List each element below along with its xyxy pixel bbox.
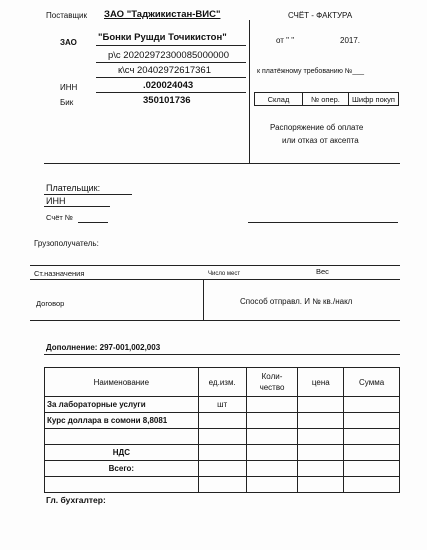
item-sum [344,397,400,413]
item-quantity [246,413,298,429]
items-table [44,367,400,493]
payment-order-line1: Распоряжение об оплате [270,123,364,132]
top-block-divider [249,20,250,164]
payer-account-underline [78,222,108,223]
item-price [298,429,344,445]
item-name [45,429,199,445]
item-quantity [246,397,298,413]
item-quantity [246,445,298,461]
item-price [298,477,344,493]
item-name: Курс доллара в сомони 8,8081 [45,413,199,429]
col-quantity-header: Коли- чество [246,368,298,397]
shipping-method-label: Способ отправл. И № кв./накл [240,297,353,306]
table-row [45,477,400,493]
payer-label: Плательщик: [46,183,101,193]
payer-inn-underline [44,206,110,207]
inn-underline [96,92,246,93]
inn-value: .020024043 [143,80,194,91]
supplier-label: Поставщик [46,11,88,20]
item-quantity [246,429,298,445]
col-sum-header: Сумма [344,368,400,397]
item-price [298,397,344,413]
item-quantity [246,477,298,493]
places-count-label: Число мест [208,271,241,277]
item-sum [344,413,400,429]
correspondent-account-underline [96,77,246,78]
operation-number-label: № опер. [303,93,349,105]
zao-label: ЗАО [60,38,77,47]
payment-order-line2: или отказ от аксепта [282,136,359,145]
item-name: За лабораторные услуги [45,397,199,413]
table-row [45,413,400,429]
settlement-account: р\с 20202972300085000000 [108,50,229,61]
vat-label: НДС [45,445,199,461]
supplier-name: ЗАО "Таджикистан-ВИС" [104,9,221,20]
col-unit-header: ед.изм. [198,368,246,397]
invoice-date: от " " [276,36,295,45]
item-unit [198,413,246,429]
item-sum [344,461,400,477]
consignee-label: Грузополучатель: [34,239,99,248]
destination-label: Ст.назначения [34,269,85,278]
bik-label: Бик [60,98,74,107]
weight-label: Вес [316,267,329,276]
item-quantity [246,461,298,477]
contract-bottom-line [30,320,400,321]
consignee-top-line [30,265,400,266]
payer-account-label: Счёт № [46,213,73,222]
item-unit: шт [198,397,246,413]
item-sum [344,477,400,493]
warehouse-box [254,92,399,106]
contract-divider [203,280,204,320]
top-block-bottom-line [44,163,400,164]
warehouse-label: Склад [255,93,303,105]
correspondent-account: к\сч 20402972617361 [118,65,211,76]
item-price [298,413,344,429]
item-name [45,477,199,493]
supplement-underline [44,354,400,355]
payer-account-right-line [248,222,398,223]
payer-inn-label: ИНН [46,196,66,206]
item-sum [344,429,400,445]
bik-value: 350101736 [143,95,191,106]
item-unit [198,461,246,477]
bank-name-underline [96,45,246,46]
item-unit [198,445,246,461]
bank-name: "Бонки Рушди Точикистон" [98,32,227,43]
payment-requirement: к платёжному требованию №___ [257,68,365,75]
item-unit [198,477,246,493]
item-price [298,445,344,461]
invoice-year: 2017. [340,36,361,45]
document-title: СЧЁТ - ФАКТУРА [288,11,353,20]
payer-underline [44,194,132,195]
item-unit [198,429,246,445]
contract-label: Договор [36,299,65,308]
chief-accountant-label: Гл. бухгалтер: [46,495,106,505]
col-name-header: Наименование [45,368,199,397]
table-row [45,397,400,413]
settlement-account-underline [96,62,246,63]
buyer-cipher-label: Шифр покуп [352,94,395,104]
col-price-header: цена [298,368,344,397]
table-row [45,461,400,477]
total-label: Всего: [45,461,199,477]
items-table-header [45,368,400,397]
item-price [298,461,344,477]
table-row [45,429,400,445]
inn-label: ИНН [60,83,78,92]
item-sum [344,445,400,461]
supplement-text: Дополнение: 297-001,002,003 [46,343,161,352]
destination-line [30,279,400,280]
table-row [45,445,400,461]
